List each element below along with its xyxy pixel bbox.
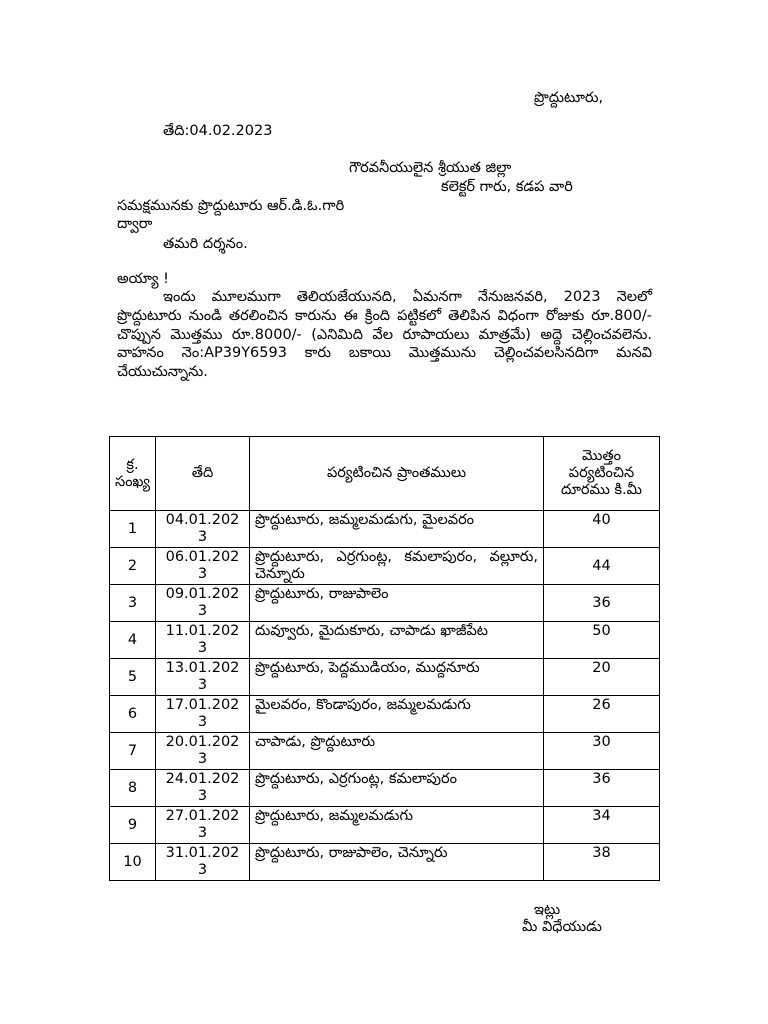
table-row: [110, 733, 660, 770]
table-row: [110, 622, 660, 659]
row-date: 24.01.2023: [156, 770, 250, 807]
body-paragraph: ఇందు మూలముగా తెలియజేయునది, ఏమనగా నేనుజనవరి, 2023 నెలలో ప్రొద్దుటూరు నుండి తరలించిన కారును ఈ క్రింది పట్టికలో తెలిపిన విధంగా రోజుకు రూ.800/- చొప్పున మొత్తము రూ.8000/- (ఎనిమిది వేల రూపాయలు మాత్రమే) అద్దె చెల్లించవలెను. వాహనం నెం:AP39Y6593 కారు బకాయి మొత్తమును చెల్లించవలసినదిగా మనవి చేయుచున్నాను.: [117, 289, 652, 381]
row-date: 31.01.2023: [156, 844, 250, 881]
row-serial: 2: [110, 548, 156, 585]
row-places: ప్రొద్దుటూరు, జమ్మలమడుగు: [250, 807, 544, 844]
place-line: ప్రొద్దుటూరు,: [534, 90, 604, 106]
header-distance: మొత్తం పర్యటించిన దూరము కి.మీ: [544, 437, 660, 511]
salutation: అయ్యా !: [117, 271, 169, 287]
row-date: 13.01.2023: [156, 659, 250, 696]
table-header-row: [110, 437, 660, 511]
row-distance: 36: [544, 585, 660, 622]
table-row: [110, 585, 660, 622]
row-distance: 30: [544, 733, 660, 770]
row-serial: 1: [110, 511, 156, 548]
row-distance: 44: [544, 548, 660, 585]
row-places: ప్రొద్దుటూరు, రాజుపాలెం, చెన్నూరు: [250, 844, 544, 881]
row-distance: 40: [544, 511, 660, 548]
header-serial: క్ర. సంఖ్య: [110, 437, 156, 511]
row-date: 17.01.2023: [156, 696, 250, 733]
row-date: 11.01.2023: [156, 622, 250, 659]
row-places: ప్రొద్దుటూరు, ఎర్రగుంట్ల, కమలాపురం, వల్లూరు, చెన్నూరు: [250, 548, 544, 585]
table-row: [110, 844, 660, 881]
row-places: ప్రొద్దుటూరు, జమ్మలమడుగు, మైలవరం: [250, 511, 544, 548]
table-row: [110, 696, 660, 733]
row-serial: 7: [110, 733, 156, 770]
row-distance: 34: [544, 807, 660, 844]
date-line: తేది:04.02.2023: [163, 123, 273, 139]
address-line-2: కలెక్టర్ గారు, కడప వారి: [441, 178, 573, 195]
row-distance: 26: [544, 696, 660, 733]
row-serial: 6: [110, 696, 156, 733]
row-places: చాపాడు, ప్రొద్దుటూరు: [250, 733, 544, 770]
table-row: [110, 807, 660, 844]
address-closing: తమరి దర్శనం.: [163, 236, 248, 252]
row-date: 06.01.2023: [156, 548, 250, 585]
row-serial: 9: [110, 807, 156, 844]
signature-line-2: మీ విధేయుడు: [522, 919, 602, 935]
row-places: ప్రొద్దుటూరు, ఎర్రగుంట్ల, కమలాపురం: [250, 770, 544, 807]
table-row: [110, 511, 660, 548]
row-date: 09.01.2023: [156, 585, 250, 622]
header-date: తేది: [156, 437, 250, 511]
row-distance: 50: [544, 622, 660, 659]
row-places: దువ్వూరు, మైదుకూరు, చాపాడు ఖాజీపేట: [250, 622, 544, 659]
row-places: ప్రొద్దుటూరు, రాజుపాలెం: [250, 585, 544, 622]
address-line-3: సమక్షమునకు ప్రొద్దుటూరు ఆర్.డి.ఓ.గారి: [117, 197, 345, 214]
row-serial: 4: [110, 622, 156, 659]
trip-table: [109, 436, 660, 881]
row-date: 27.01.2023: [156, 807, 250, 844]
row-serial: 8: [110, 770, 156, 807]
row-distance: 36: [544, 770, 660, 807]
row-places: మైలవరం, కొండాపురం, జమ్మలమడుగు: [250, 696, 544, 733]
header-places: పర్యటించిన ప్రాంతములు: [250, 437, 544, 511]
table-row: [110, 770, 660, 807]
row-serial: 10: [110, 844, 156, 881]
address-block: [117, 159, 652, 234]
address-line-4: ద్వారా: [117, 216, 153, 233]
row-distance: 20: [544, 659, 660, 696]
row-distance: 38: [544, 844, 660, 881]
row-serial: 3: [110, 585, 156, 622]
row-date: 20.01.2023: [156, 733, 250, 770]
address-line-1: గౌరవనీయులైన శ్రీయుత జిల్లా: [349, 160, 512, 176]
row-date: 04.01.2023: [156, 511, 250, 548]
row-places: ప్రొద్దుటూరు, పెద్దముడియం, ముద్దనూరు: [250, 659, 544, 696]
table-row: [110, 548, 660, 585]
signature-line-1: ఇట్లు: [534, 902, 561, 918]
table-row: [110, 659, 660, 696]
row-serial: 5: [110, 659, 156, 696]
